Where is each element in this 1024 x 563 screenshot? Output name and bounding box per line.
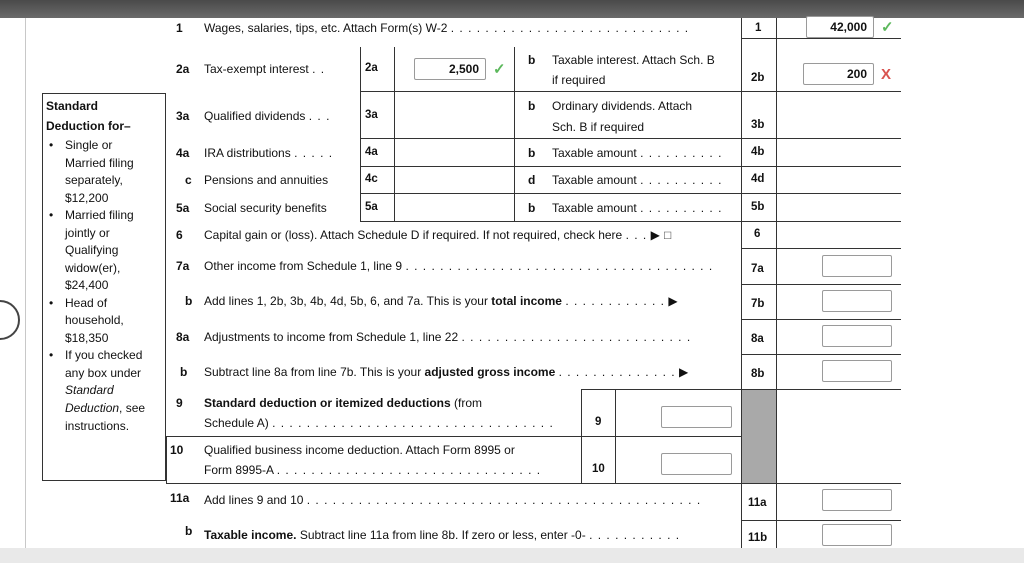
arrow-icon: ▶ [678,365,689,379]
row-rule [741,354,901,355]
line-number: b [528,53,536,67]
row-rule [360,138,901,139]
line-number: b [528,99,536,113]
line-11a-label: Add lines 9 and 10 . . . . . . . . . . . . . . . . . . . . . . . . . . . . . . . . . . . . . . . . . . . . . . [204,493,702,507]
box-label: 1 [755,22,762,34]
line-number: 2a [176,62,190,76]
line-number: b [185,524,193,538]
line-2a-label: Tax-exempt interest . . [204,62,326,76]
sd-b1a: Single or [65,138,113,152]
line-number: b [180,365,188,379]
row-rule [741,284,901,285]
line-3b-label-2: Sch. B if required [552,120,645,134]
line-10-input[interactable] [661,453,732,475]
sd-b3a: Head of [65,296,108,310]
page-bottom-strip [0,548,1024,563]
box-label: 7a [751,263,764,275]
standard-deduction-panel [42,93,166,481]
box-label: 4d [751,173,765,185]
line-8b-input[interactable] [822,360,892,382]
sd-title-2: Deduction for– [46,119,131,133]
sd-bullet: • [49,348,54,362]
box-label: 10 [592,463,605,475]
line-number: 10 [170,443,184,457]
sd-b1d: $12,200 [65,191,109,205]
line-number: b [528,146,536,160]
row-rule [166,483,901,484]
box-label: 5a [365,201,378,213]
line-8b-label: Subtract line 8a from line 7b. This is your adjusted gross income . . . . . . . . . . . . . . ▶ [204,365,689,379]
box-label: 2b [751,72,765,84]
row-rule [741,520,901,521]
line-number: 6 [176,228,183,242]
checkbox-icon: ☐ [663,231,673,242]
arrow-icon: ▶ [668,294,678,308]
sd-b4e: , see [119,401,146,415]
line-4d-label: Taxable amount . . . . . . . . . . [552,173,723,187]
line-number: 8a [176,330,190,344]
sd-b2a: Married filing [65,208,134,222]
row-rule [360,166,901,167]
line-10-label-2: Form 8995-A . . . . . . . . . . . . . . . . . . . . . . . . . . . . . . . [204,463,542,477]
line-3a-label: Qualified dividends . . . [204,109,331,123]
row-rule [166,436,741,437]
sd-bullet: • [49,296,54,310]
box-label: 3b [751,119,765,131]
line-number: 5a [176,201,190,215]
line-9-label-1: Standard deduction or itemized deductions (from [204,396,483,410]
line-number: c [185,173,192,187]
page-left-border [25,18,26,548]
box-label: 11a [748,497,767,509]
line-number: b [185,294,193,308]
line-8a-input[interactable] [822,325,892,347]
line-7b-input[interactable] [822,290,892,312]
line-number: 1 [176,21,183,35]
box-label: 2a [365,62,378,74]
check-icon: ✓ [493,61,506,78]
row-rule [741,248,901,249]
shaded-cell [742,390,776,483]
line-2a-input[interactable]: 2,500 [414,58,486,80]
line-10-label-1: Qualified business income deduction. Attach Form 8995 or [204,443,515,457]
box-label: 11b [748,532,768,544]
line-9-input[interactable] [661,406,732,428]
row-rule [581,389,901,390]
line-2b-label-2: if required [552,73,606,87]
row-rule [360,221,901,222]
box-label: 4b [751,146,765,158]
sd-b1c: separately, [65,173,123,187]
line-4c-label: Pensions and annuities [204,173,329,187]
sd-b3b: household, [65,313,124,327]
arrow-icon: ▶ [650,228,660,242]
line-8a-label: Adjustments to income from Schedule 1, line 22 . . . . . . . . . . . . . . . . . . . . . . . . . . . [204,330,692,344]
line-number: 7a [176,259,190,273]
sd-b2b: jointly or [65,226,110,240]
line-2b-input[interactable]: 200 [803,63,874,85]
line-7a-input[interactable] [822,255,892,277]
line-1-input[interactable]: 42,000 [806,16,874,38]
sd-b3c: $18,350 [65,331,109,345]
line-3b-label-1: Ordinary dividends. Attach [552,99,693,113]
row-rule [741,319,901,320]
row-rule [360,193,901,194]
scroll-marker-circle[interactable] [0,300,20,340]
sd-title-1: Standard [46,99,99,113]
line-4b-label: Taxable amount . . . . . . . . . . [552,146,723,160]
line-number: 11a [170,491,190,505]
line-2b-label-1: Taxable interest. Attach Sch. B [552,53,715,67]
line-11a-input[interactable] [822,489,892,511]
sd-b1b: Married filing [65,156,134,170]
line-number: 4a [176,146,190,160]
sd-b2c: Qualifying [65,243,119,257]
sd-b4b: any box under [65,366,142,380]
sd-b4a: If you checked [65,348,143,362]
sd-b4f: instructions. [65,419,130,433]
line-5a-label: Social security benefits [204,201,327,215]
box-label: 3a [365,109,378,121]
sd-bullet: • [49,208,54,222]
line-6-label: Capital gain or (loss). Attach Schedule D if required. If not required, check here . . . ▶ ☐ [204,228,673,242]
col-rule-2a-left [360,47,361,221]
row-rule [741,38,901,39]
row-rule [360,91,901,92]
line-number: b [528,201,536,215]
cross-icon: X [881,66,892,83]
col-rule-box-right [776,18,777,548]
line-7b-label: Add lines 1, 2b, 3b, 4b, 4d, 5b, 6, and 7a. This is your total income . . . . . . . . . . . . ▶ [204,294,678,308]
line-4a-label: IRA distributions . . . . . [204,146,334,160]
line-9-label-2: Schedule A) . . . . . . . . . . . . . . . . . . . . . . . . . . . . . . . . . [204,416,554,430]
box-label: 8a [751,333,764,345]
line-11b-label: Taxable income. Subtract line 11a from line 8b. If zero or less, enter -0- . . . . . . . . . . . [204,528,681,542]
sd-b4d-line [65,400,145,418]
sd-b2e: $24,400 [65,278,109,292]
line-number: 3a [176,109,190,123]
box-label: 4a [365,146,378,158]
box-label: 4c [365,173,378,185]
box-label: 5b [751,201,765,213]
line-1-label: Wages, salaries, tips, etc. Attach Form(s) W-2 . . . . . . . . . . . . . . . . . . . . . . . . . . . . [204,21,690,35]
sd-b4c: Standard [65,383,114,397]
box-label: 9 [595,416,602,428]
sd-bullet: • [49,138,54,152]
col-rule-10-left [166,436,167,483]
col-rule-2a-mid [394,47,395,221]
col-rule-2a-right [514,47,515,221]
box-label: 8b [751,368,765,380]
line-7a-label: Other income from Schedule 1, line 9 . . . . . . . . . . . . . . . . . . . . . . . . . . . . . . . . . . . . [204,259,714,273]
box-label: 6 [754,228,761,240]
box-label: 7b [751,298,765,310]
sd-b2d: widow(er), [65,261,121,275]
sd-b4d: Deduction [65,401,120,415]
line-number: 9 [176,396,183,410]
line-5b-label: Taxable amount . . . . . . . . . . [552,201,723,215]
check-icon: ✓ [881,19,894,36]
line-number: d [528,173,536,187]
line-11b-input[interactable] [822,524,892,546]
